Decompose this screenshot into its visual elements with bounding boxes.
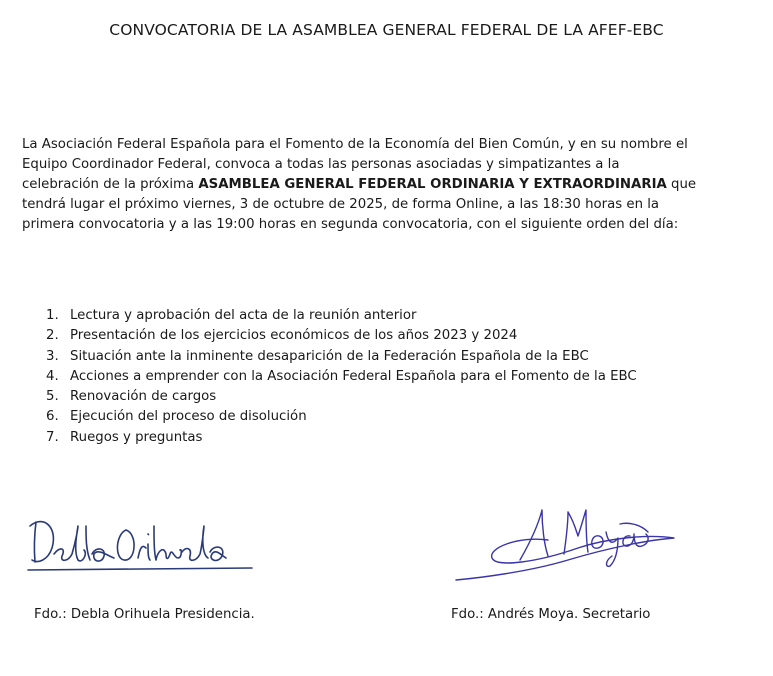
- intro-line: La Asociación Federal Española para el Fomento de la Economía del Bien Común, y en su nombre el: [22, 137, 688, 152]
- agenda-number: 4.: [46, 368, 59, 384]
- agenda-item: [46, 428, 637, 448]
- agenda-item: [46, 326, 637, 346]
- agenda-number: 3.: [46, 348, 59, 364]
- agenda-number: 2.: [46, 328, 59, 344]
- intro-paragraph: [22, 135, 754, 235]
- secretary-signature: [448, 496, 698, 586]
- assembly-name: ASAMBLEA GENERAL FEDERAL ORDINARIA Y EXTRAORDINARIA: [198, 177, 667, 192]
- agenda-item: [46, 387, 637, 407]
- agenda-item: [46, 367, 637, 387]
- intro-line: Equipo Coordinador Federal, convoca a todas las personas asociadas y simpatizantes a la: [22, 157, 620, 172]
- intro-line: [22, 175, 754, 195]
- intro-text: que: [666, 177, 697, 192]
- document-title: CONVOCATORIA DE LA ASAMBLEA GENERAL FEDERAL DE LA AFEF-EBC: [109, 21, 664, 39]
- signature-strokes: [456, 510, 674, 580]
- agenda-text: Ejecución del proceso de disolución: [70, 409, 307, 425]
- agenda-number: 5.: [46, 389, 59, 405]
- intro-line: tendrá lugar el próximo viernes, 3 de octubre de 2025, de forma Online, a las 18:30 horas en la: [22, 197, 660, 212]
- agenda-item: [46, 306, 637, 326]
- agenda-number: 6.: [46, 409, 59, 425]
- president-signature: [22, 508, 262, 580]
- agenda-text: Presentación de los ejercicios económicos de los años 2023 y 2024: [70, 328, 518, 344]
- intro-line: primera convocatoria y a las 19:00 horas en segunda convocatoria, con el siguiente orden del día:: [22, 217, 679, 232]
- agenda-text: Lectura y aprobación del acta de la reunión anterior: [70, 308, 417, 323]
- signature-strokes: [28, 522, 252, 570]
- agenda-number: 1.: [46, 308, 59, 323]
- agenda-item: [46, 347, 637, 367]
- agenda-text: Acciones a emprender con la Asociación Federal Española para el Fomento de la EBC: [70, 368, 637, 384]
- agenda-text: Renovación de cargos: [70, 389, 217, 405]
- intro-text: celebración de la próxima: [22, 177, 199, 192]
- agenda-list: [46, 306, 637, 448]
- president-signature-label: Fdo.: Debla Orihuela Presidencia.: [34, 607, 255, 622]
- agenda-item: [46, 407, 637, 427]
- agenda-text: Situación ante la inminente desaparición de la Federación Española de la EBC: [70, 348, 589, 364]
- agenda-text: Ruegos y preguntas: [70, 429, 203, 445]
- agenda-number: 7.: [46, 429, 59, 445]
- secretary-signature-label: Fdo.: Andrés Moya. Secretario: [451, 607, 651, 622]
